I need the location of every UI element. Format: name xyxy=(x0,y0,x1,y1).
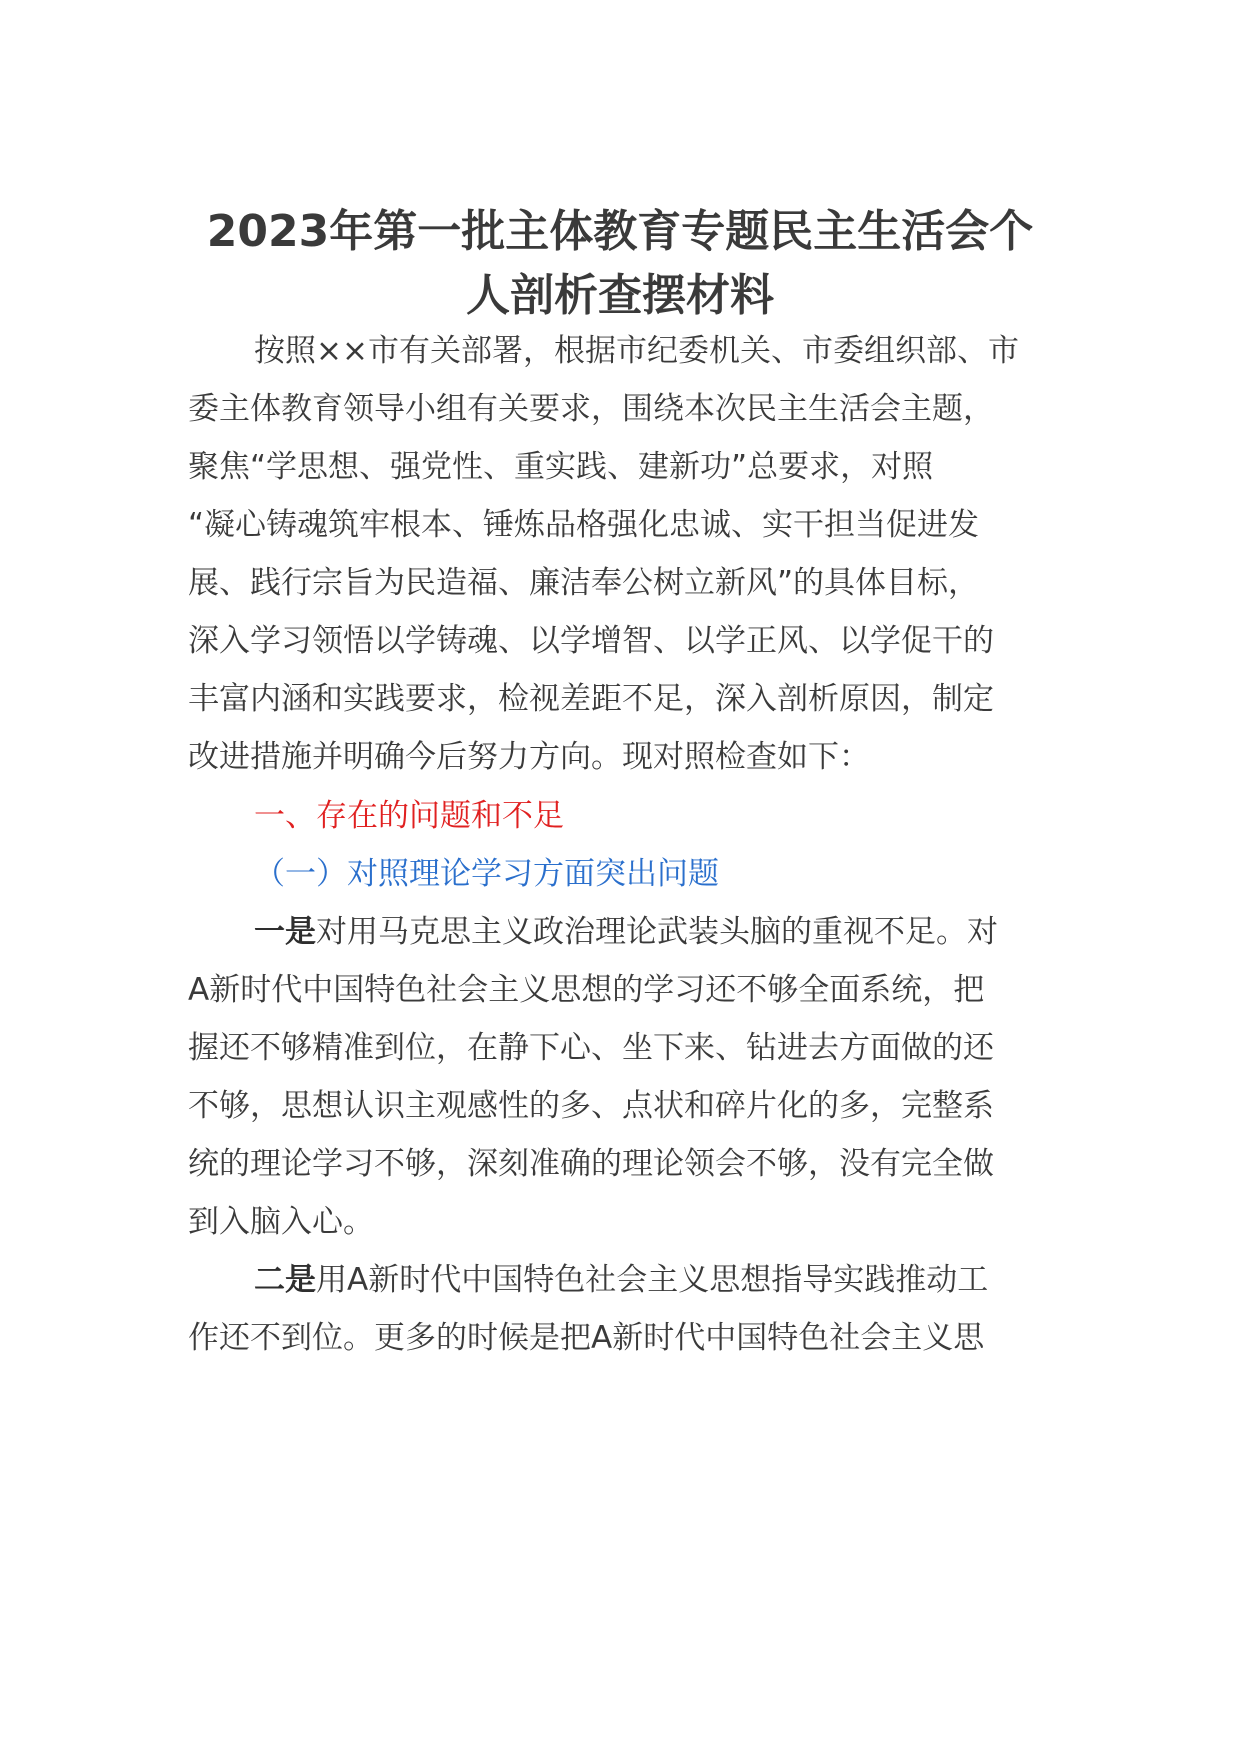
intro-line: 丰富内涵和实践要求，检视差距不足，深入剖析原因，制定 xyxy=(188,681,994,717)
intro-line: 委主体教育领导小组有关要求，围绕本次民主生活会主题， xyxy=(188,391,994,427)
subsection-heading: （一）对照理论学习方面突出问题 xyxy=(254,856,719,892)
intro-line: 展、践行宗旨为民造福、廉洁奉公树立新风”的具体目标， xyxy=(188,565,980,601)
intro-line: 改进措施并明确今后努力方向。现对照检查如下： xyxy=(188,739,870,775)
intro-line: 深入学习领悟以学铸魂、以学增智、以学正风、以学促干的 xyxy=(188,623,994,659)
paragraph-1-lead: 一是 xyxy=(254,914,316,950)
paragraph-2-first-line xyxy=(254,1257,1068,1303)
paragraph-1-line: 统的理论学习不够，深刻准确的理论领会不够，没有完全做 xyxy=(188,1146,994,1182)
paragraph-1-line: A新时代中国特色社会主义思想的学习还不够全面系统，把 xyxy=(188,972,985,1008)
document-title-line-2: 人剖析查摆材料 xyxy=(466,270,774,321)
intro-line: “凝心铸魂筑牢根本、锤炼品格强化忠诚、实干担当促进发 xyxy=(188,507,980,543)
paragraph-2-line: 作还不到位。更多的时候是把A新时代中国特色社会主义思 xyxy=(188,1320,985,1356)
paragraph-1-first-line xyxy=(254,909,1068,955)
document-title-line-1: 2023年第一批主体教育专题民主生活会个 xyxy=(206,206,1034,257)
intro-line: 聚焦“学思想、强党性、重实践、建新功”总要求，对照 xyxy=(188,449,934,485)
paragraph-2-lead: 二是 xyxy=(254,1262,316,1298)
intro-line: 按照××市有关部署，根据市纪委机关、市委组织部、市 xyxy=(254,333,1019,369)
paragraph-1-line: 到入脑入心。 xyxy=(188,1204,374,1240)
paragraph-1-first-text: 对用马克思主义政治理论武装头脑的重视不足。对 xyxy=(316,914,998,950)
paragraph-1-line: 握还不够精准到位，在静下心、坐下来、钻进去方面做的还 xyxy=(188,1030,994,1066)
paragraph-2-first-text: 用A新时代中国特色社会主义思想指导实践推动工 xyxy=(316,1262,989,1298)
paragraph-1-line: 不够，思想认识主观感性的多、点状和碎片化的多，完整系 xyxy=(188,1088,994,1124)
section-heading: 一、存在的问题和不足 xyxy=(254,798,564,834)
